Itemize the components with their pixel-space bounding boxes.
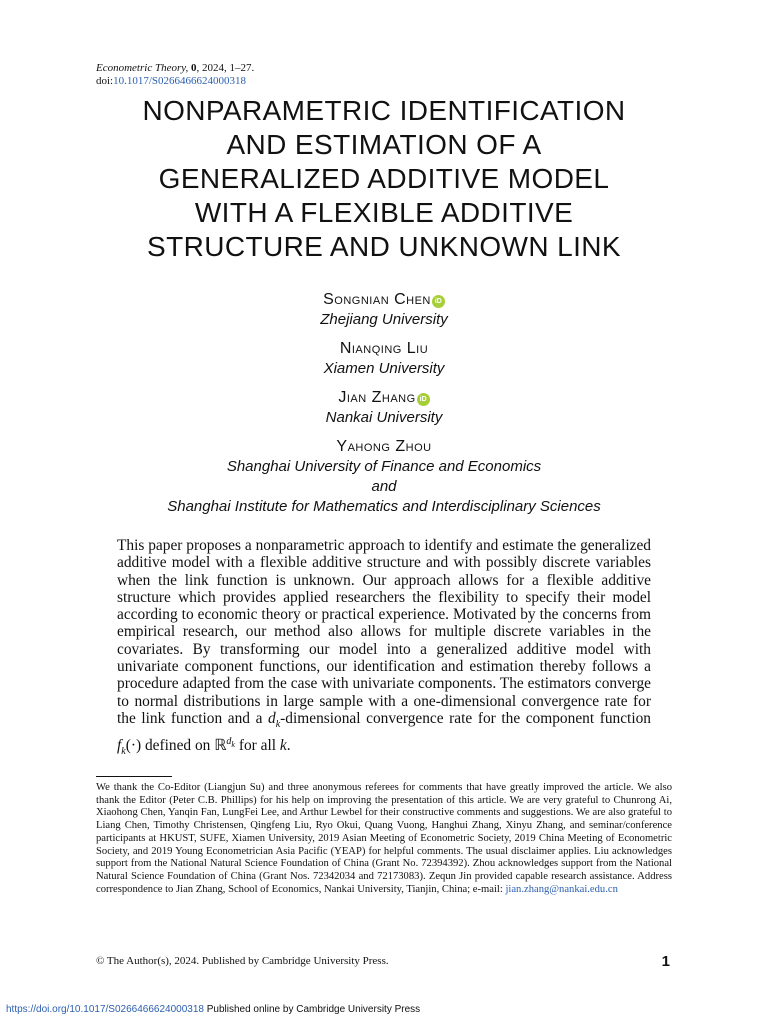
author-name: Yahong Zhou [336, 438, 432, 455]
math-sup: d [226, 736, 232, 748]
footnote-text: We thank the Co-Editor (Liangjun Su) and three anonymous referees for comments that have greatly improved the article. We also thank the Editor (Peter C.B. Phillips) for his help on improving the presentation of this article. We are very grateful to Chunrong Ai, Xiaohong Chen, Yanqin Fan, LungFei Lee, and Arthur Lewbel for their constructive comments and suggestions. We are also grateful to Liang Chen, Timothy Christensen, Qingfeng Liu, Ryo Okui, Quang Vuong, Hanghui Zhang, Xinyu Zhang, and seminar/conference participants at HKUST, SUFE, Xiamen University, 2019 Asian Meeting of Econometric Society, 2019 China Meeting of Econometric Society, and 2019 Young Econometrician Asia Pacific (YEAP) for helpful comments. The usual disclaimer applies. Liu acknowledges support from the National Natural Science Foundation of China (Grant No. 72394392). Zhou acknowledges support from the National Natural Science Foundation of China (Grant Nos. 72342034 and 72173083). Zequn Jin provided capable research assistance. Address correspondence to Jian Zhang, School of Economics, Nankai University, Tianjin, China; e-mail: [96, 782, 672, 895]
math-sub: k [231, 740, 235, 750]
author-block [60, 339, 708, 379]
title-line: STRUCTURE AND UNKNOWN LINK [147, 231, 621, 262]
paper-title [60, 94, 708, 264]
abstract-text: for all [234, 737, 280, 755]
journal-year-pages: , 2024, 1–27. [196, 62, 255, 74]
author-affiliation: Shanghai Institute for Mathematics and Interdisciplinary Sciences [167, 498, 601, 515]
author-block [60, 388, 708, 428]
doi-link[interactable]: 10.1017/S0266466624000318 [113, 75, 247, 87]
author-affiliation-connector: and [371, 478, 397, 495]
math-k: k [279, 737, 287, 755]
publication-footer [6, 1004, 420, 1016]
title-line: NONPARAMETRIC IDENTIFICATION [142, 95, 626, 126]
math-d: d [268, 709, 276, 727]
author-block [60, 437, 708, 517]
journal-volume: 0 [191, 62, 197, 74]
page-number: 1 [661, 953, 670, 970]
math-sub: k [275, 719, 281, 731]
doi-url-link[interactable]: https://doi.org/10.1017/S0266466624000318 [6, 1004, 204, 1015]
title-line: GENERALIZED ADDITIVE MODEL [158, 163, 610, 194]
author-list [60, 290, 708, 526]
abstract-text: . [286, 737, 291, 755]
email-link[interactable]: jian.zhang@nankai.edu.cn [505, 883, 618, 895]
author-name: Jian Zhang [338, 389, 416, 406]
abstract-text: This paper proposes a nonparametric approach to identify and estimate the generalized additive model with a flexible additive structure and with possibly discrete variables when the link function is unknown. Our approach allows for a flexible additive structure which provides applied researchers the flexibility to specify their model according to economic theory or practical experience. Motivated by the concerns from empirical research, our method also allows for multiple discrete variables in the covariates. By transforming our model into a generalized additive model with univariate component functions, our identification and estimation thereby follows a procedure adapted from the case with univariate components. The estimators converge to normal distributions in large sample with a one-dimensional convergence rate for the link function and a [117, 537, 651, 727]
journal-citation: Econometric Theory, 0, 2024, 1–27. doi:10.1017/S0266466624000318 [96, 62, 255, 87]
author-name: Songnian Chen [323, 291, 431, 308]
author-affiliation: Xiamen University [323, 360, 445, 377]
math-arg: (·) [125, 737, 142, 755]
copyright-notice: © The Author(s), 2024. Published by Cambridge University Press. [96, 955, 389, 967]
author-affiliation: Shanghai University of Finance and Economics [226, 458, 542, 475]
published-online: Published online by Cambridge University Press [203, 1004, 421, 1015]
math-f: f [117, 737, 122, 755]
author-affiliation: Nankai University [325, 409, 443, 426]
orcid-icon[interactable]: iD [432, 295, 445, 308]
abstract [117, 537, 651, 761]
math-sub: k [121, 746, 126, 758]
math-space: ℝ [214, 737, 227, 755]
title-line: AND ESTIMATION OF A [226, 129, 542, 160]
abstract-text: -dimensional convergence rate for the component function [280, 709, 651, 727]
author-name: Nianqing Liu [339, 340, 429, 357]
title-line: WITH A FLEXIBLE ADDITIVE [194, 197, 574, 228]
abstract-text: defined on [141, 737, 215, 755]
acknowledgement-footnote [96, 782, 672, 896]
orcid-icon[interactable]: iD [417, 393, 430, 406]
journal-name: Econometric Theory [96, 62, 186, 74]
footnote-divider [96, 776, 172, 777]
doi-label: doi: [96, 75, 114, 87]
author-block [60, 290, 708, 330]
author-affiliation: Zhejiang University [320, 311, 448, 328]
